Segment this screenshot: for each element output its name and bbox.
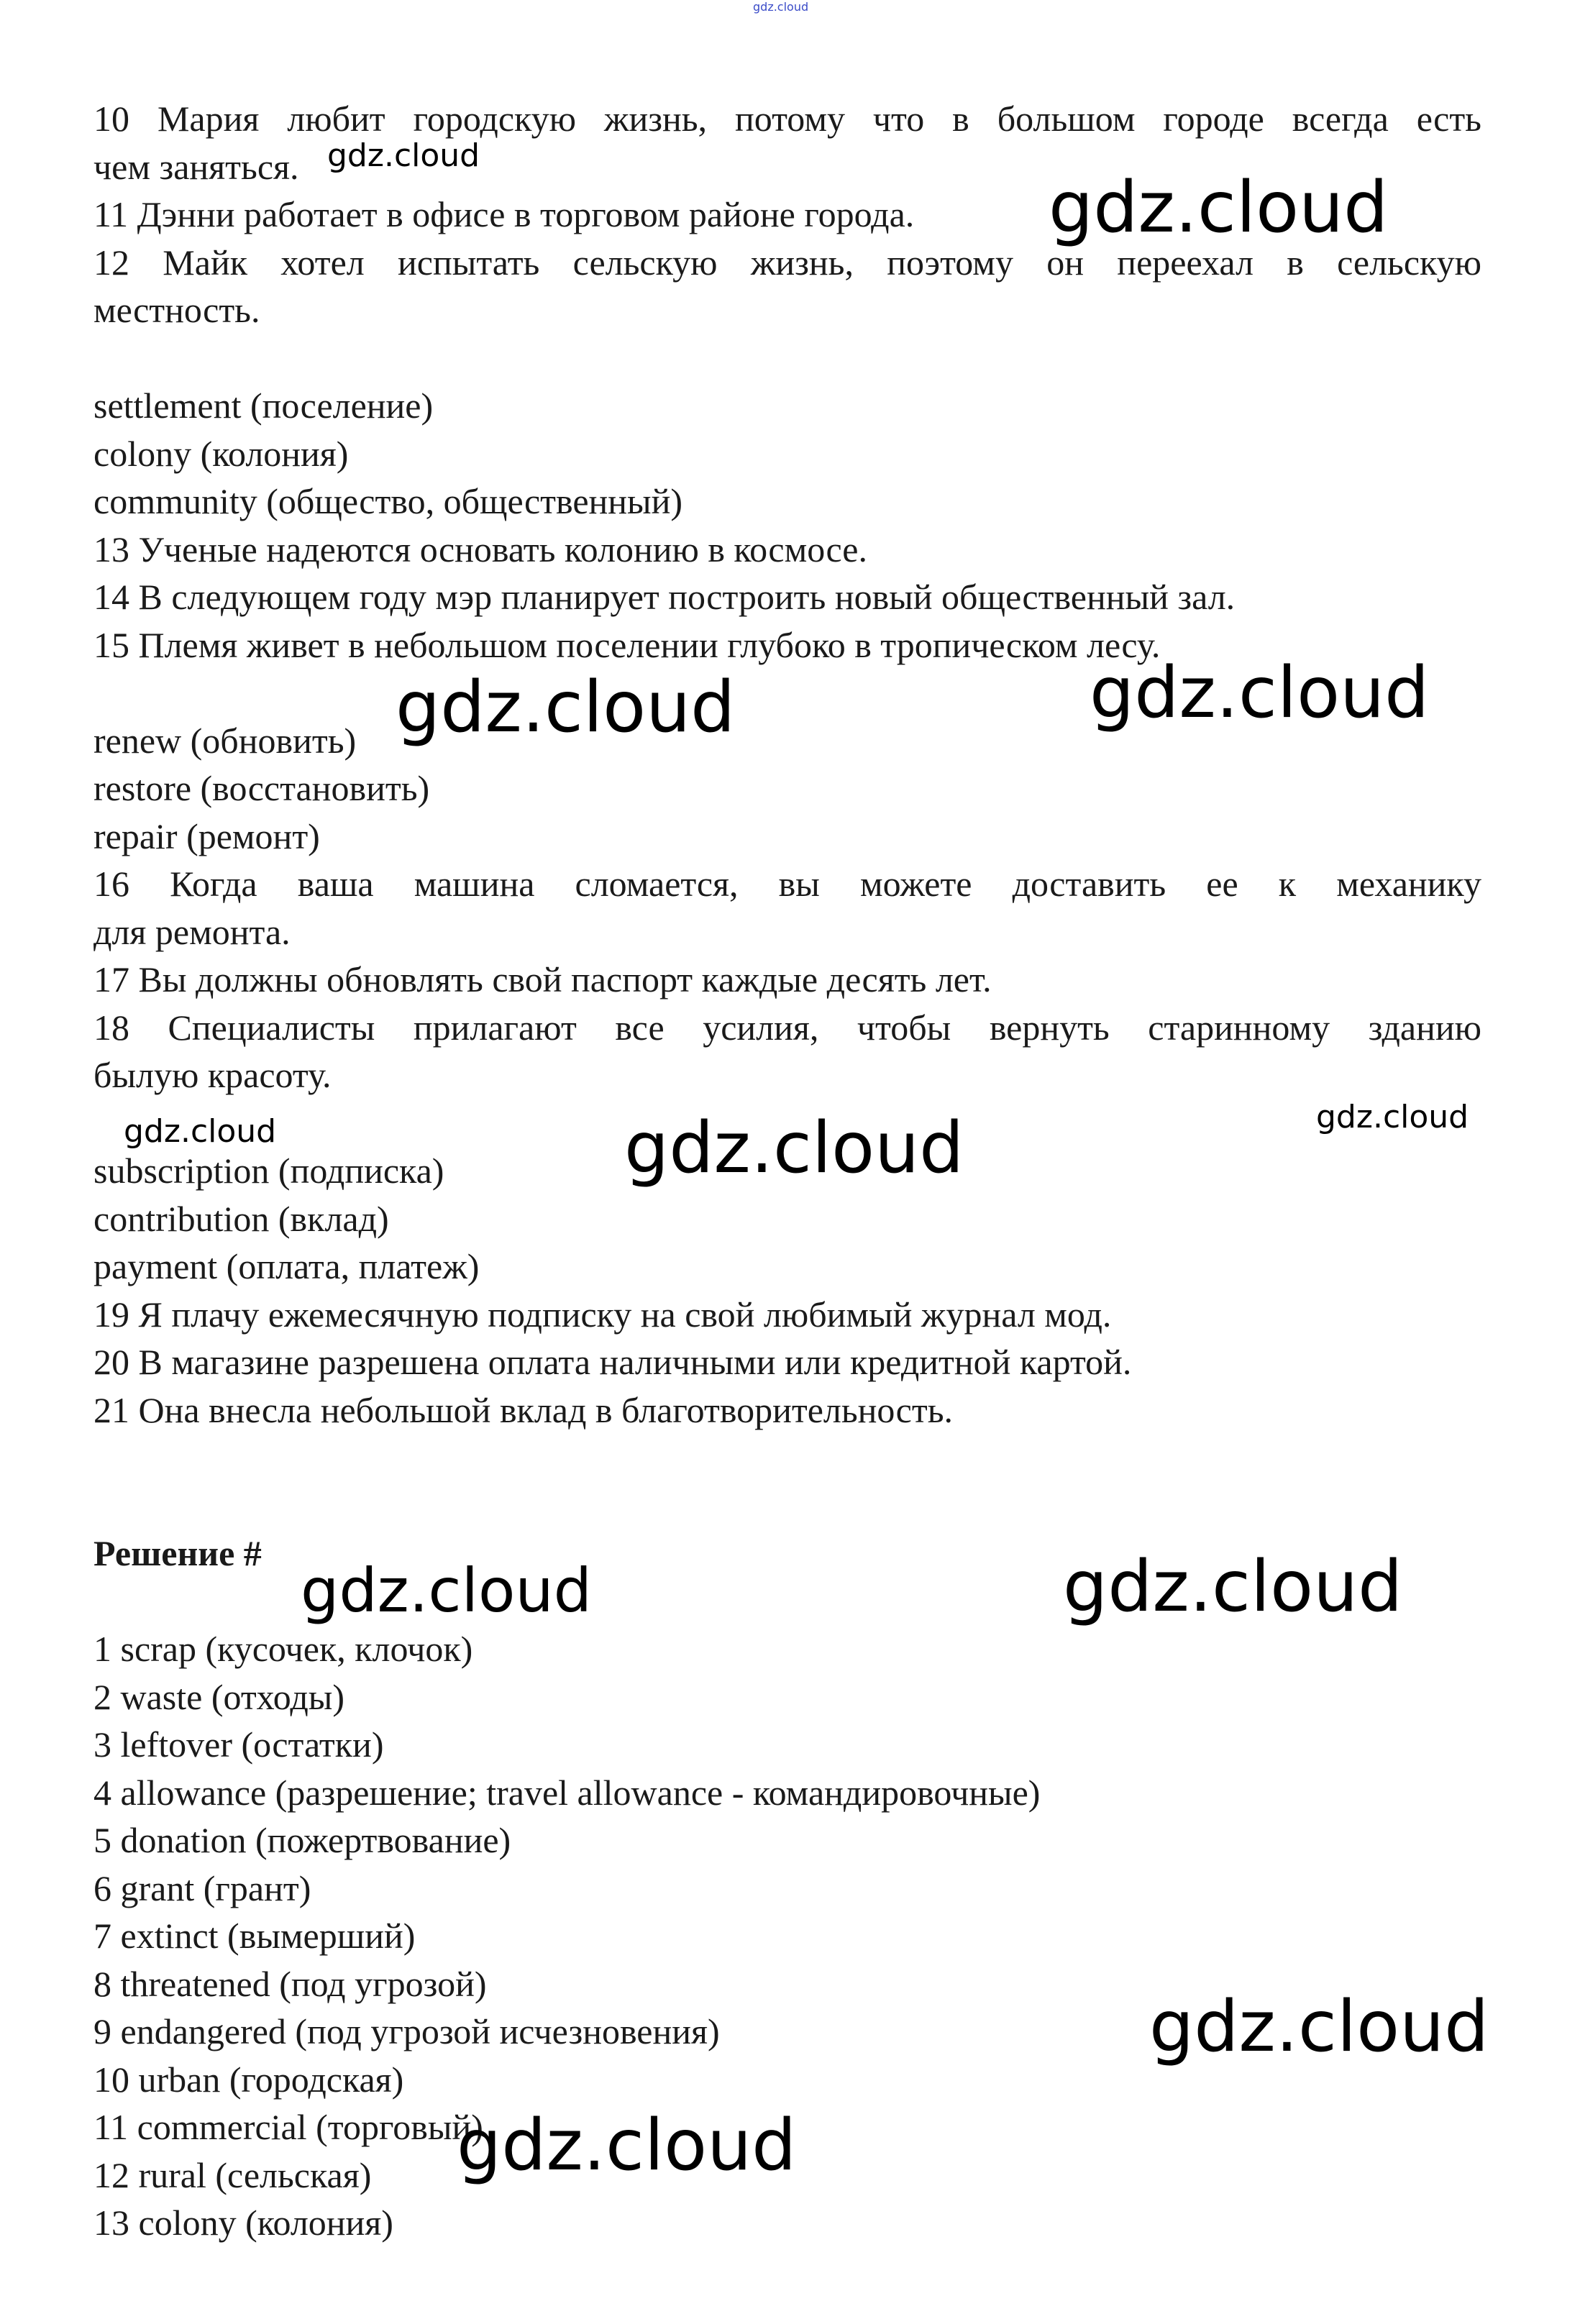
spacer xyxy=(93,1434,1481,1529)
watermark: gdz.cloud xyxy=(624,1107,964,1189)
text-line: 14 В следующем году мэр планирует построить новый общественный зал. xyxy=(93,577,1236,617)
text-line: 15 Племя живет в небольшом поселении глубоко в тропическом лесу. xyxy=(93,624,1161,665)
vocab-line: subscription (подписка) xyxy=(93,1150,444,1191)
watermark: gdz.cloud xyxy=(301,1555,592,1626)
solution-item: 12 rural (сельская) xyxy=(93,2154,372,2195)
text-line: 17 Вы должны обновлять свой паспорт каждые десять лет. xyxy=(93,959,992,999)
vocab-line: repair (ремонт) xyxy=(93,815,320,856)
watermark: gdz.cloud xyxy=(457,2105,797,2187)
solution-item: 8 threatened (под угрозой) xyxy=(93,1963,487,2004)
text-line: 12 Майк хотел испытать сельскую жизнь, поэтому он переехал в сельскую xyxy=(93,242,1481,283)
text-line: былую красоту. xyxy=(93,1055,332,1095)
vocab-line: renew (обновить) xyxy=(93,720,357,761)
solution-item: 2 waste (отходы) xyxy=(93,1676,345,1717)
text-line: 18 Специалисты прилагают все усилия, чтобы вернуть старинному зданию xyxy=(93,1007,1481,1048)
watermark: gdz.cloud xyxy=(1149,1986,1489,2068)
solution-item: 10 urban (городская) xyxy=(93,2059,404,2100)
vocab-line: colony (колония) xyxy=(93,433,349,474)
solution-item: 7 extinct (вымерший) xyxy=(93,1916,416,1956)
text-line: 16 Когда ваша машина сломается, вы можете доставить ее к механику xyxy=(93,864,1481,904)
vocab-line: payment (оплата, платеж) xyxy=(93,1246,480,1286)
solution-item: 3 leftover (остатки) xyxy=(93,1724,384,1765)
solution-item: 5 donation (пожертвование) xyxy=(93,1820,511,1860)
text-line: чем заняться. xyxy=(93,146,299,187)
vocab-line: settlement (поселение) xyxy=(93,385,434,426)
watermark: gdz.cloud xyxy=(124,1113,277,1150)
text-line: местность. xyxy=(93,290,260,330)
text-line: 10 Мария любит городскую жизнь, потому что в большом городе всегда есть xyxy=(93,99,1481,139)
watermark: gdz.cloud xyxy=(1063,1546,1403,1628)
spacer xyxy=(93,334,1481,383)
text-line: 20 В магазине разрешена оплата наличными или кредитной картой. xyxy=(93,1342,1132,1382)
solution-item: 4 allowance (разрешение; travel allowance - командировочные) xyxy=(93,1772,1041,1813)
solution-item: 13 colony (колония) xyxy=(93,2202,393,2243)
vocab-line: community (общество, общественный) xyxy=(93,481,683,521)
watermark: gdz.cloud xyxy=(327,137,480,174)
text-line: 11 Дэнни работает в офисе в торговом районе города. xyxy=(93,194,915,234)
text-line: 19 Я плачу ежемесячную подписку на свой любимый журнал мод. xyxy=(93,1294,1112,1335)
text-line: для ремонта. xyxy=(93,911,291,952)
watermark: gdz.cloud xyxy=(1090,652,1430,734)
watermark-top: gdz.cloud xyxy=(753,0,809,14)
text-line: 21 Она внесла небольшой вклад в благотворительность. xyxy=(93,1389,953,1430)
solution-item: 9 endangered (под угрозой исчезновения) xyxy=(93,2011,720,2051)
solution-item: 6 grant (грант) xyxy=(93,1867,311,1908)
solution-item: 1 scrap (кусочек, клочок) xyxy=(93,1629,473,1669)
solution-heading: Решение # xyxy=(93,1533,262,1573)
vocab-line: restore (восстановить) xyxy=(93,768,430,808)
vocab-line: contribution (вклад) xyxy=(93,1198,389,1239)
watermark: gdz.cloud xyxy=(1049,167,1389,249)
solution-item: 11 commercial (торговый) xyxy=(93,2107,483,2147)
watermark: gdz.cloud xyxy=(1316,1099,1469,1135)
watermark: gdz.cloud xyxy=(396,667,736,749)
text-line: 13 Ученые надеются основать колонию в космосе. xyxy=(93,529,868,569)
